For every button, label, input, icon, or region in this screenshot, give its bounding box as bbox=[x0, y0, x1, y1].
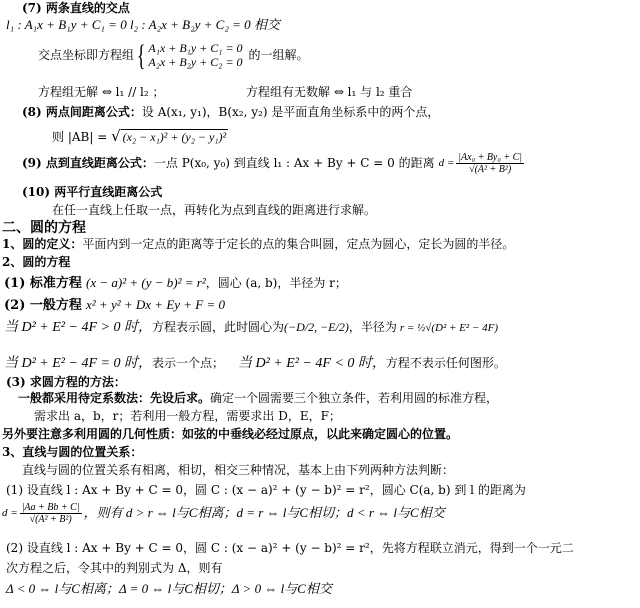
s7-infinite: 方程组有无数解 ⇔ l₁ 与 l₂ 重合 bbox=[246, 85, 413, 99]
part2-method-text2: 需求出 a，b，r；若利用一般方程，需要求出 D，E，F； bbox=[34, 409, 341, 423]
s9-den: √(A² + B²) bbox=[469, 164, 512, 175]
s9-desc: 一点 P(x₀, y₀) 到直线 l₁ : Ax + By + C = 0 的距离 bbox=[153, 155, 435, 170]
part2-case1-center: (−D/2, −E/2) bbox=[283, 320, 349, 335]
s7-sys-eq1: A₁x + B₁y + C₁ = 0 bbox=[148, 41, 243, 56]
s8-formula-root: (x₂ − x₁)² + (y₂ − y₁)² bbox=[122, 130, 227, 144]
part2-method-text1: 确定一个圆需要三个独立条件，若利用圆的标准方程， bbox=[210, 391, 499, 405]
s7-title: (7) 两条直线的交点 bbox=[22, 1, 130, 15]
part2-std bbox=[4, 276, 347, 292]
part2-case23 bbox=[4, 356, 506, 372]
part3-m1-fraction bbox=[20, 502, 82, 525]
s10-title: (10) 两平行直线距离公式 bbox=[22, 185, 163, 199]
s8-title: (8) 两点间距离公式： bbox=[22, 105, 142, 119]
s8-formula: 则 |AB| = √ (x₂ − x₁)² + (y₂ − y₁)² bbox=[52, 127, 227, 145]
s9-fraction bbox=[456, 152, 524, 175]
part2-std-eq: (x − a)² + (y − b)² = r² bbox=[86, 275, 206, 290]
part3-title: 3、直线与圆的位置关系： bbox=[2, 445, 143, 459]
part2-method-bold: 一般都采用待定系数法：先设后求。 bbox=[18, 391, 211, 405]
part2-def-text: 平面内到一定点的距离等于定长的点的集合叫圆，定点为圆心，定长为圆的半径。 bbox=[82, 237, 515, 251]
part2-std-title: (1) 标准方程 bbox=[4, 276, 82, 291]
part3-m1-den: √(A² + B²) bbox=[29, 514, 72, 525]
s8-formula-prefix: 则 |AB| = bbox=[52, 130, 108, 144]
part2-heading: 二、圆的方程 bbox=[2, 220, 86, 236]
part2-case1-radius-label: ，半径为 bbox=[348, 320, 397, 335]
part2-def bbox=[2, 238, 514, 252]
part2-case1-text: 方程表示圆，此时圆心为 bbox=[151, 320, 284, 335]
s9-title: (9) 点到直线距离公式： bbox=[22, 155, 154, 170]
part2-std-tail: ，圆心 (a, b)，半径为 r； bbox=[205, 276, 347, 290]
part3-m2-line2: 次方程之后，令其中的判别式为 Δ，则有 bbox=[6, 561, 223, 575]
part3-intro: 直线与圆的位置关系有相离，相切，相交三种情况，基本上由下列两种方法判断： bbox=[22, 463, 455, 477]
part2-case1 bbox=[4, 320, 498, 336]
s7-sys-eq2: A₂x + B₂y + C₂ = 0 bbox=[148, 55, 243, 69]
s9-num: |Ax₀ + By₀ + C| bbox=[458, 152, 523, 163]
s9-d-label: d = bbox=[438, 157, 455, 170]
part3-m1-prefix: (1) 设直线 l : Ax + By + C = 0，圆 C : (x − a)² + (y − b)² = r²，圆心 C(a, b) 到 l 的距离为 bbox=[6, 483, 526, 497]
s7-line-eq: l₁ : A₁x + B₁y + C₁ = 0 l₂ : A₂x + B₂y + C₂ = 0 相交 bbox=[6, 17, 280, 32]
part3-m2-result: Δ < 0 ⇔ l与C相离；Δ = 0 ⇔ l与C相切；Δ > 0 ⇔ l与C相交 bbox=[6, 581, 332, 596]
part3-m2-line1: (2) 设直线 l : Ax + By + C = 0，圆 C : (x − a)² + (y − b)² = r²，先将方程联立消元，得到一个一元二 bbox=[6, 541, 574, 555]
part2-method-line1 bbox=[18, 392, 498, 406]
part2-case1-cond: 当 D² + E² − 4F > 0 时， bbox=[4, 320, 152, 335]
part2-case1-radius: r = ½√(D² + E² − 4F) bbox=[399, 321, 498, 334]
part2-case3-text: 方程不表示任何图形。 bbox=[385, 356, 506, 371]
part2-method-bold2: 另外要注意多利用圆的几何性质：如弦的中垂线必经过原点，以此来确定圆心的位置。 bbox=[2, 427, 459, 441]
part3-m1-formula bbox=[2, 502, 445, 525]
part2-case3-cond: 当 D² + E² − 4F < 0 时， bbox=[237, 356, 386, 371]
s8-desc: 设 A(x₁, y₁)，B(x₂, y₂) 是平面直角坐标系中的两个点， bbox=[141, 105, 440, 119]
s7-no-solution: 方程组无解 ⇔ l₁ // l₂ ； bbox=[38, 85, 165, 99]
s9-line bbox=[22, 152, 524, 175]
s7-system-brace: { A₁x + B₁y + C₁ = 0 A₂x + B₂y + C₂ = 0 bbox=[136, 39, 243, 72]
part2-gen-title: (2) 一般方程 bbox=[4, 298, 82, 313]
s7-system bbox=[38, 38, 309, 74]
part2-def-title: 1、圆的定义： bbox=[2, 237, 83, 251]
part2-method-title: (3) 求圆方程的方法： bbox=[6, 375, 126, 389]
part2-case2-text: 表示一个点； bbox=[151, 356, 224, 371]
s8-line bbox=[22, 106, 439, 120]
s7-system-prefix: 交点坐标即方程组 bbox=[38, 48, 135, 63]
part3-m1-d: d = bbox=[2, 507, 18, 520]
part2-gen bbox=[4, 298, 225, 314]
part3-m1-num: |Aa + Bb + C| bbox=[21, 502, 80, 513]
part2-eq-title: 2、圆的方程 bbox=[2, 255, 71, 269]
part3-m1-result: ，则有 d > r ⇔ l与C相离；d = r ⇔ l与C相切；d < r ⇔ l与C相交 bbox=[83, 505, 445, 521]
part2-case2-cond: 当 D² + E² − 4F = 0 时， bbox=[4, 356, 152, 371]
part2-gen-eq: x² + y² + Dx + Ey + F = 0 bbox=[86, 297, 226, 312]
s10-desc: 在任一直线上任取一点，再转化为点到直线的距离进行求解。 bbox=[52, 203, 377, 217]
s7-system-suffix: 的一组解。 bbox=[248, 48, 309, 63]
